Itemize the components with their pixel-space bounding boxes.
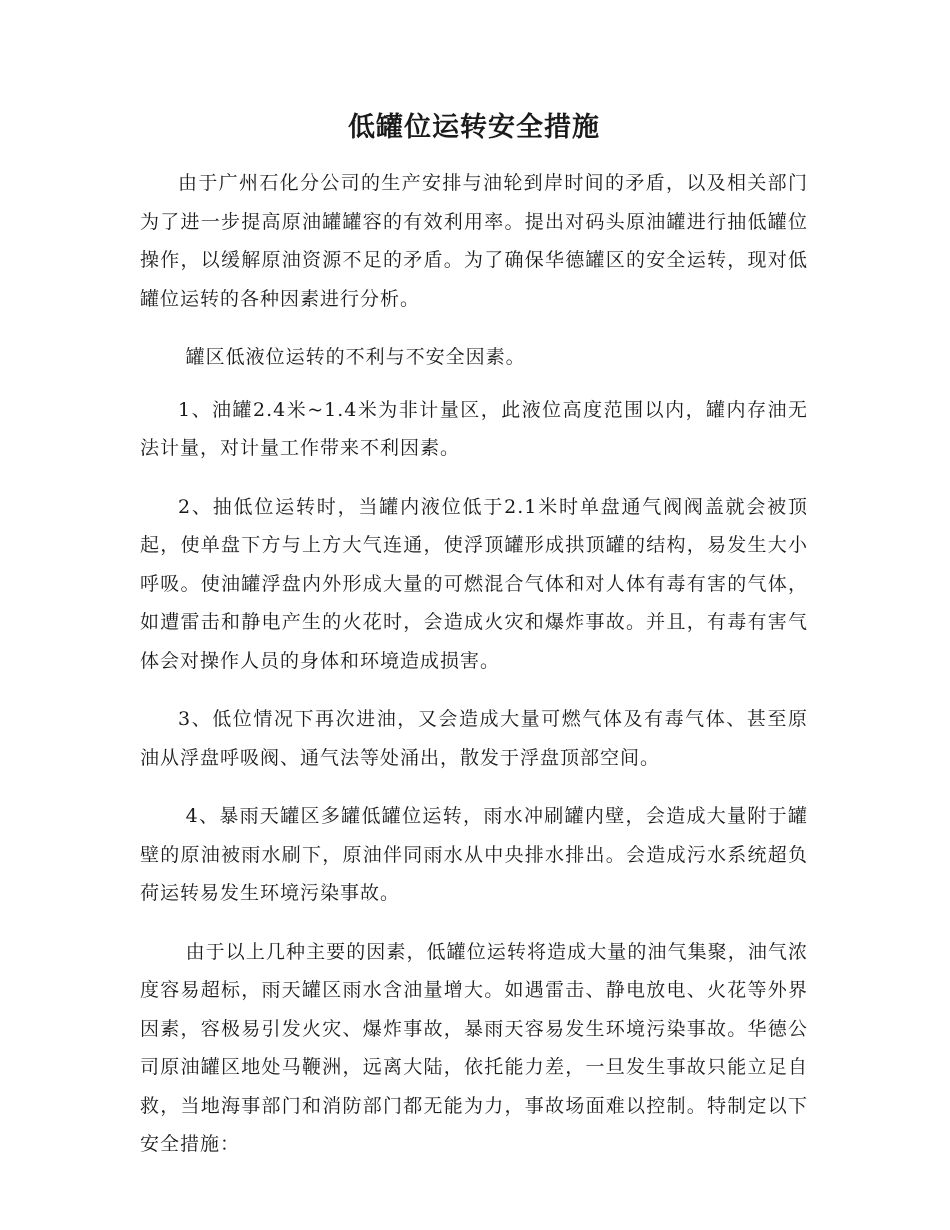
paragraph-intro: 由于广州石化分公司的生产安排与油轮到岸时间的矛盾，以及相关部门为了进一步提高原油罐罐容的有效利用率。提出对码头原油罐进行抽低罐位操作，以缓解原油资源不足的矛盾。为了确保华德罐区的安全运转，现对低罐位运转的各种因素进行分析。 (140, 172, 808, 310)
paragraph-item-2: 2、抽低位运转时，当罐内液位低于2.1米时单盘通气阀阀盖就会被顶起，使单盘下方与上方大气连通，使浮顶罐形成拱顶罐的结构，易发生大小呼吸。使油罐浮盘内外形成大量的可燃混合气体和对人体有毒有害的气体，如遭雷击和静电产生的火花时，会造成火灾和爆炸事故。并且，有毒有害气体会对操作人员的身体和环境造成损害。 (140, 495, 808, 672)
paragraph-item-3: 3、低位情况下再次进油，又会造成大量可燃气体及有毒气体、甚至原油从浮盘呼吸阀、通气法等处涌出，散发于浮盘顶部空间。 (140, 708, 808, 769)
document-title: 低罐位运转安全措施 (348, 112, 600, 143)
paragraph-section-heading: 罐区低液位运转的不利与不安全因素。 (185, 346, 526, 368)
paragraph-item-4: 4、暴雨天罐区多罐低罐位运转，雨水冲刷罐内壁，会造成大量附于罐壁的原油被雨水刷下，原油伴同雨水从中央排水排出。会造成污水系统超负荷运转易发生环境污染事故。 (140, 805, 808, 904)
paragraph-conclusion: 由于以上几种主要的因素，低罐位运转将造成大量的油气集聚，油气浓度容易超标，雨天罐区雨水含油量增大。如遇雷击、静电放电、火花等外界因素，容极易引发火灾、爆炸事故，暴雨天容易发生环境污染事故。华德公司原油罐区地处马鞭洲，远离大陆，依托能力差，一旦发生事故只能立足自救，当地海事部门和消防部门都无能为力，事故场面难以控制。特制定以下安全措施： (140, 940, 808, 1155)
paragraph-item-1: 1、油罐2.4米~1.4米为非计量区，此液位高度范围以内，罐内存油无法计量，对计量工作带来不利因素。 (140, 398, 808, 459)
document-page (140, 108, 808, 1184)
